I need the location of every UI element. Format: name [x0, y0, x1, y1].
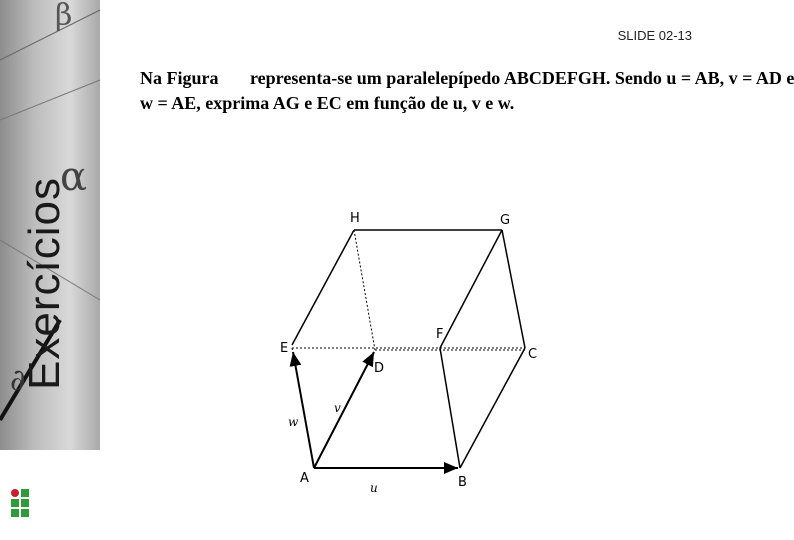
vector-label-w: w — [288, 415, 299, 429]
sidebar-title: Exercícios — [20, 177, 69, 390]
parallelepiped-drawing — [270, 200, 570, 500]
vector-label-u: u — [370, 481, 378, 495]
logo-icon — [10, 488, 34, 526]
sidebar-decoration — [0, 0, 100, 450]
vector-label-v: v — [334, 401, 341, 415]
edge-gc — [502, 230, 525, 348]
parallelepiped-figure — [270, 200, 570, 505]
vertex-label-g: G — [500, 213, 511, 228]
svg-text:∂: ∂ — [10, 363, 26, 398]
vertex-label-c: C — [528, 347, 538, 362]
edge-he — [292, 230, 354, 345]
statement-line-2: w = AE, exprima AG e EC em função de u, v e w. — [140, 93, 515, 113]
slide-number: SLIDE 02-13 — [617, 28, 692, 43]
edge-hd — [354, 230, 375, 350]
vertex-label-f: F — [436, 327, 444, 342]
vertex-label-e: E — [280, 341, 289, 356]
vertex-label-a: A — [300, 471, 309, 486]
vertex-label-h: H — [350, 211, 360, 226]
statement-line-1: Na Figura representa-se um paralelepípedo ABCDEFGH. Sendo u = AB, v = AD e — [140, 68, 794, 88]
exercise-statement — [140, 66, 794, 116]
vertex-label-d: D — [374, 361, 385, 376]
svg-text:α: α — [60, 154, 88, 200]
edge-fb — [440, 348, 460, 468]
vector-w — [293, 352, 314, 468]
vertex-label-b: B — [458, 475, 467, 490]
svg-text:β: β — [55, 0, 73, 33]
vector-v — [314, 352, 374, 468]
institution-logo — [10, 488, 34, 531]
edge-gf — [440, 230, 502, 348]
edge-cb — [460, 348, 525, 468]
